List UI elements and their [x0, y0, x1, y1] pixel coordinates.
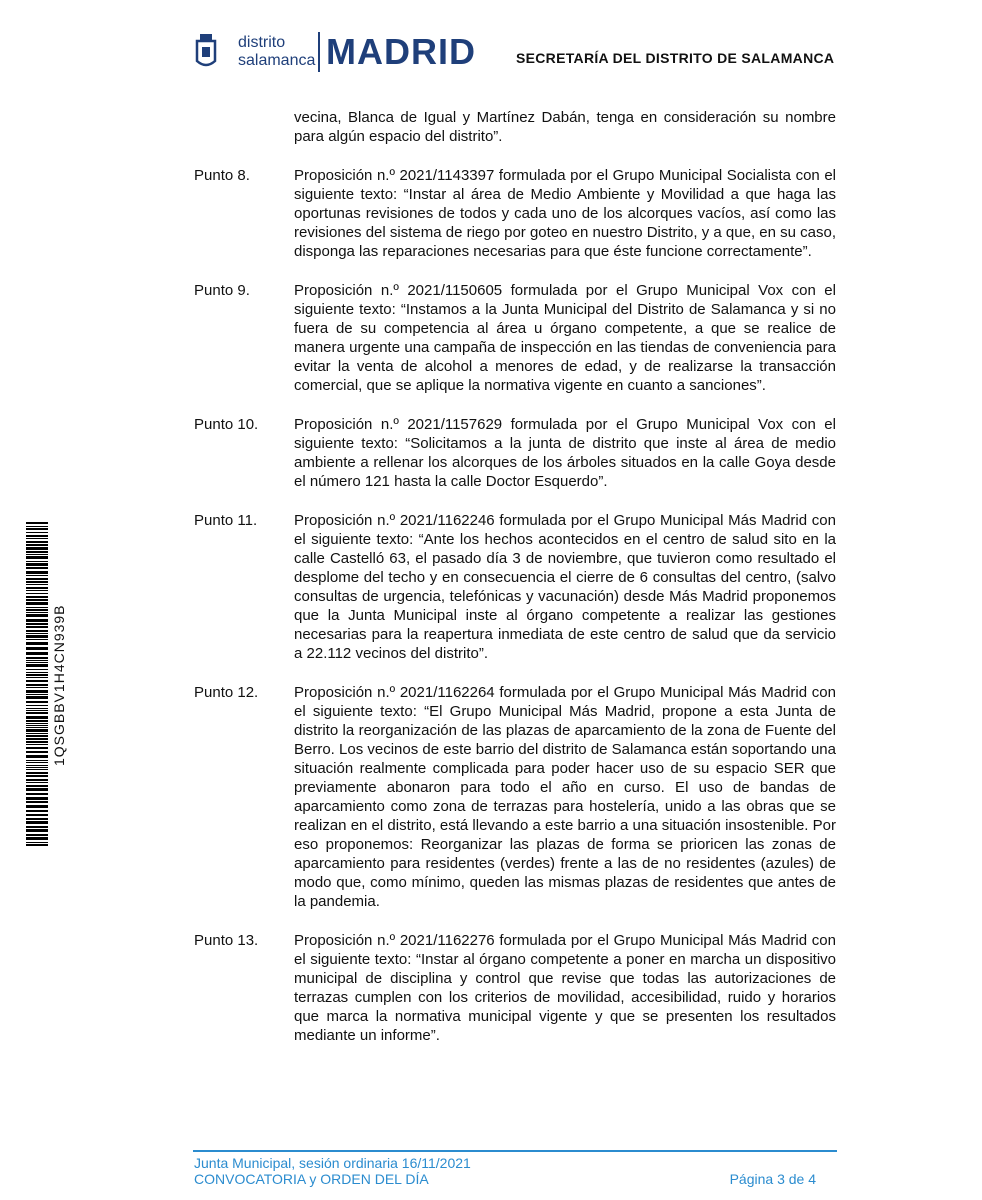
barcode-bar — [26, 821, 48, 824]
barcode-bar — [26, 561, 48, 562]
city-name: MADRID — [326, 31, 476, 72]
district-name — [238, 34, 315, 70]
barcode-bar — [26, 563, 48, 566]
barcode-bar — [26, 630, 48, 632]
barcode-bar — [26, 581, 48, 583]
barcode-bar — [26, 590, 48, 591]
barcode-bar — [26, 526, 48, 527]
barcode-bar — [26, 626, 48, 628]
agenda-item — [194, 511, 836, 663]
page-number: Página 3 de 4 — [729, 1171, 816, 1187]
barcode-bar — [26, 801, 48, 803]
barcode-bar — [26, 547, 48, 550]
barcode-bar — [26, 635, 48, 638]
item-label: Punto 9. — [194, 282, 250, 299]
barcode-bar — [26, 741, 48, 743]
barcode-bar — [26, 723, 48, 724]
barcode-bar — [26, 769, 48, 770]
barcode-bar — [26, 607, 48, 608]
barcode-bar — [26, 567, 48, 569]
footer-divider — [193, 1150, 837, 1152]
barcode-bar — [26, 602, 48, 605]
barcode-bar — [26, 669, 48, 670]
barcode-bar — [26, 690, 48, 693]
barcode-bar — [26, 842, 48, 843]
barcode-bar — [26, 738, 48, 740]
barcode-bar — [26, 535, 48, 537]
logo-separator — [318, 32, 320, 72]
barcode-bar — [26, 660, 48, 661]
barcode-bar — [26, 596, 48, 598]
barcode-bar — [26, 623, 48, 625]
item-text: Proposición n.º 2021/1143397 formulada por el Grupo Municipal Socialista con el siguiente texto: “Instar al área de Medio Ambiente y Movilidad a que haga las oportunas revisiones de todos y cada uno de los alcorques vacíos, así como las revisiones del sistema de riego por goteo en nuestro Distrito, y a que, en su caso, disponga las reparaciones necesarias para que éste funcione correctamente”. — [294, 167, 836, 260]
barcode-bar — [26, 541, 48, 543]
barcode-bar — [26, 814, 48, 816]
barcode-bar — [26, 701, 48, 703]
barcode-bar — [26, 587, 48, 589]
agenda-item — [194, 281, 836, 395]
barcode-bar — [26, 810, 48, 812]
barcode-bar — [26, 818, 48, 820]
barcode-bar — [26, 747, 48, 749]
continuation-text: vecina, Blanca de Igual y Martínez Dabán, tenga en consideración su nombre para algún espacio del distrito”. — [294, 109, 836, 145]
barcode-bar — [26, 755, 48, 758]
page-footer — [194, 1155, 471, 1187]
barcode-bar — [26, 788, 48, 791]
barcode-bar — [26, 710, 48, 711]
barcode-bar — [26, 571, 48, 574]
agenda-item — [194, 166, 836, 261]
item-text: Proposición n.º 2021/1162264 formulada por el Grupo Municipal Más Madrid con el siguiente texto: “El Grupo Municipal Más Madrid, propone a esta Junta de distrito la reorganización de las plazas de aparcamiento de la zona de Fuente del Berro. Los vecinos de este barrio del distrito de Salamanca están soportando una situación realmente complicada para poder hacer uso de su espacio SER que previamente abonaron para todo el año en curso. El uso de bandas de aparcamiento como zona de terrazas para hostelería, unido a las obras que se realizan en el distrito, está llevando a este barrio a una situación insostenible. Por eso proponemos: Reorganizar las plazas de forma se prioricen las zonas de aparcamiento para residentes (verdes) frente a las de no residentes (azules) de modo que, como mínimo, queden las mismas plazas de residentes que antes de la pandemia. — [294, 684, 836, 910]
barcode-bar — [26, 633, 48, 634]
barcode-bar — [26, 716, 48, 719]
barcode-bar — [26, 760, 48, 761]
barcode-bar — [26, 834, 48, 836]
barcode-bar — [26, 712, 48, 714]
barcode-bar — [26, 538, 48, 539]
item-label: Punto 10. — [194, 416, 259, 433]
item-text: Proposición n.º 2021/1162246 formulada por el Grupo Municipal Más Madrid con el siguiente texto: “Ante los hechos acontecidos en el centro de salud sito en la calle Castelló 63, el pasado día 3 de noviembre, que tuvieron como resultado el desplome del techo y en consecuencia el cierre de 6 consultas del centro, (salvo consultas de urgencia, telefónicas y vacunación) desde Más Madrid proponemos que la Junta Municipal inste al órgano competente a realizar las gestiones necesarias para la reapertura inmediata de este centro de salud que da servicio a 22.112 vecinos del distrito”. — [294, 512, 836, 662]
barcode-bar — [26, 677, 48, 678]
item-label: Punto 12. — [194, 684, 259, 701]
agenda-item — [194, 931, 836, 1045]
barcode-bar — [26, 782, 48, 783]
barcode-bar — [26, 584, 48, 585]
barcode-bar — [26, 720, 48, 722]
barcode-bar — [26, 544, 48, 546]
barcode-bar — [26, 639, 48, 640]
barcode-bar — [26, 619, 48, 622]
barcode — [26, 522, 48, 848]
barcode-bar — [26, 844, 48, 846]
item-text: Proposición n.º 2021/1157629 formulada por el Grupo Municipal Vox con el siguiente texto: “Solicitamos a la junta de distrito que inste al área de medio ambiente a rellenar los alcorques de los árboles situados en la calle Goya desde el número 121 hasta la calle Doctor Esquerdo”. — [294, 416, 836, 490]
barcode-bar — [26, 793, 48, 795]
barcode-bar — [26, 765, 48, 766]
item-text: Proposición n.º 2021/1150605 formulada por el Grupo Municipal Vox con el siguiente texto: “Instamos a la Junta Municipal del Distrito de Salamanca y si no fuera de su competencia al área u órgano competente, a que se realice de manera urgente una campaña de inspección en las tiendas de conveniencia para evitar la venta de alcohol a menores de edad, y de realizarse la transacción comercial, que se aplique la normativa vigente en cuanto a sanciones”. — [294, 282, 836, 394]
barcode-bar — [26, 554, 48, 555]
barcode-bar — [26, 805, 48, 808]
barcode-bar — [26, 687, 48, 688]
barcode-bar — [26, 826, 48, 828]
barcode-bar — [26, 837, 48, 840]
barcode-bar — [26, 705, 48, 706]
madrid-crest-icon — [194, 33, 218, 71]
barcode-bar — [26, 744, 48, 745]
barcode-bar — [26, 680, 48, 682]
barcode-bar — [26, 785, 48, 787]
barcode-bar — [26, 772, 48, 774]
barcode-bar — [26, 528, 48, 530]
barcode-bar — [26, 735, 48, 737]
barcode-bar — [26, 556, 48, 559]
barcode-bar — [26, 751, 48, 753]
barcode-bar — [26, 708, 48, 709]
barcode-bar — [26, 599, 48, 601]
barcode-bar — [26, 612, 48, 613]
barcode-bar — [26, 797, 48, 800]
barcode-bar — [26, 696, 48, 699]
barcode-bar — [26, 767, 48, 768]
district-line-2: salamanca — [238, 52, 316, 69]
barcode-bar — [26, 662, 48, 663]
barcode-bar — [26, 694, 48, 695]
barcode-bar — [26, 672, 48, 673]
barcode-bar — [26, 725, 48, 726]
agenda-item — [194, 683, 836, 911]
footer-title: CONVOCATORIA y ORDEN DEL DÍA — [194, 1171, 429, 1187]
barcode-bar — [26, 664, 48, 667]
barcode-graphic — [26, 522, 48, 848]
item-label: Punto 11. — [194, 512, 258, 529]
footer-session: Junta Municipal, sesión ordinaria 16/11/2021 — [194, 1155, 471, 1171]
barcode-bar — [26, 609, 48, 611]
barcode-bar — [26, 727, 48, 728]
barcode-bar — [26, 775, 48, 777]
barcode-bar — [26, 532, 48, 533]
barcode-bar — [26, 657, 48, 659]
barcode-bar — [26, 578, 48, 580]
barcode-bar — [26, 779, 48, 781]
barcode-bar — [26, 652, 48, 655]
item-label: Punto 8. — [194, 167, 250, 184]
barcode-bar — [26, 684, 48, 686]
barcode-bar — [26, 733, 48, 734]
page-header — [192, 30, 842, 78]
barcode-bar — [26, 593, 48, 594]
barcode-bar — [26, 647, 48, 650]
barcode-bar — [26, 829, 48, 832]
agenda-item — [194, 415, 836, 491]
district-line-1: distrito — [238, 34, 286, 51]
item-text: Proposición n.º 2021/1162276 formulada por el Grupo Municipal Más Madrid con el siguiente texto: “Instar al órgano competente a poner en marcha un dispositivo municipal de disciplina y control que revise que todas las autorizaciones de terrazas cumplen con los criterios de movilidad, accesibilidad, ruido y horarios que marca la normativa municipal vigente y que se presenten los resultados mediante un informe”. — [294, 932, 836, 1044]
barcode-bar — [26, 551, 48, 553]
barcode-bar — [26, 575, 48, 576]
document-body — [194, 108, 836, 1065]
barcode-bar — [26, 614, 48, 617]
barcode-bar — [26, 674, 48, 676]
item-label: Punto 13. — [194, 932, 259, 949]
barcode-bar — [26, 642, 48, 645]
barcode-bar — [26, 762, 48, 763]
barcode-bar — [26, 522, 48, 524]
barcode-code: 1QSGBBV1H4CN939B — [51, 604, 67, 766]
barcode-bar — [26, 729, 48, 732]
secretaria-title: SECRETARÍA DEL DISTRITO DE SALAMANCA — [516, 50, 835, 66]
